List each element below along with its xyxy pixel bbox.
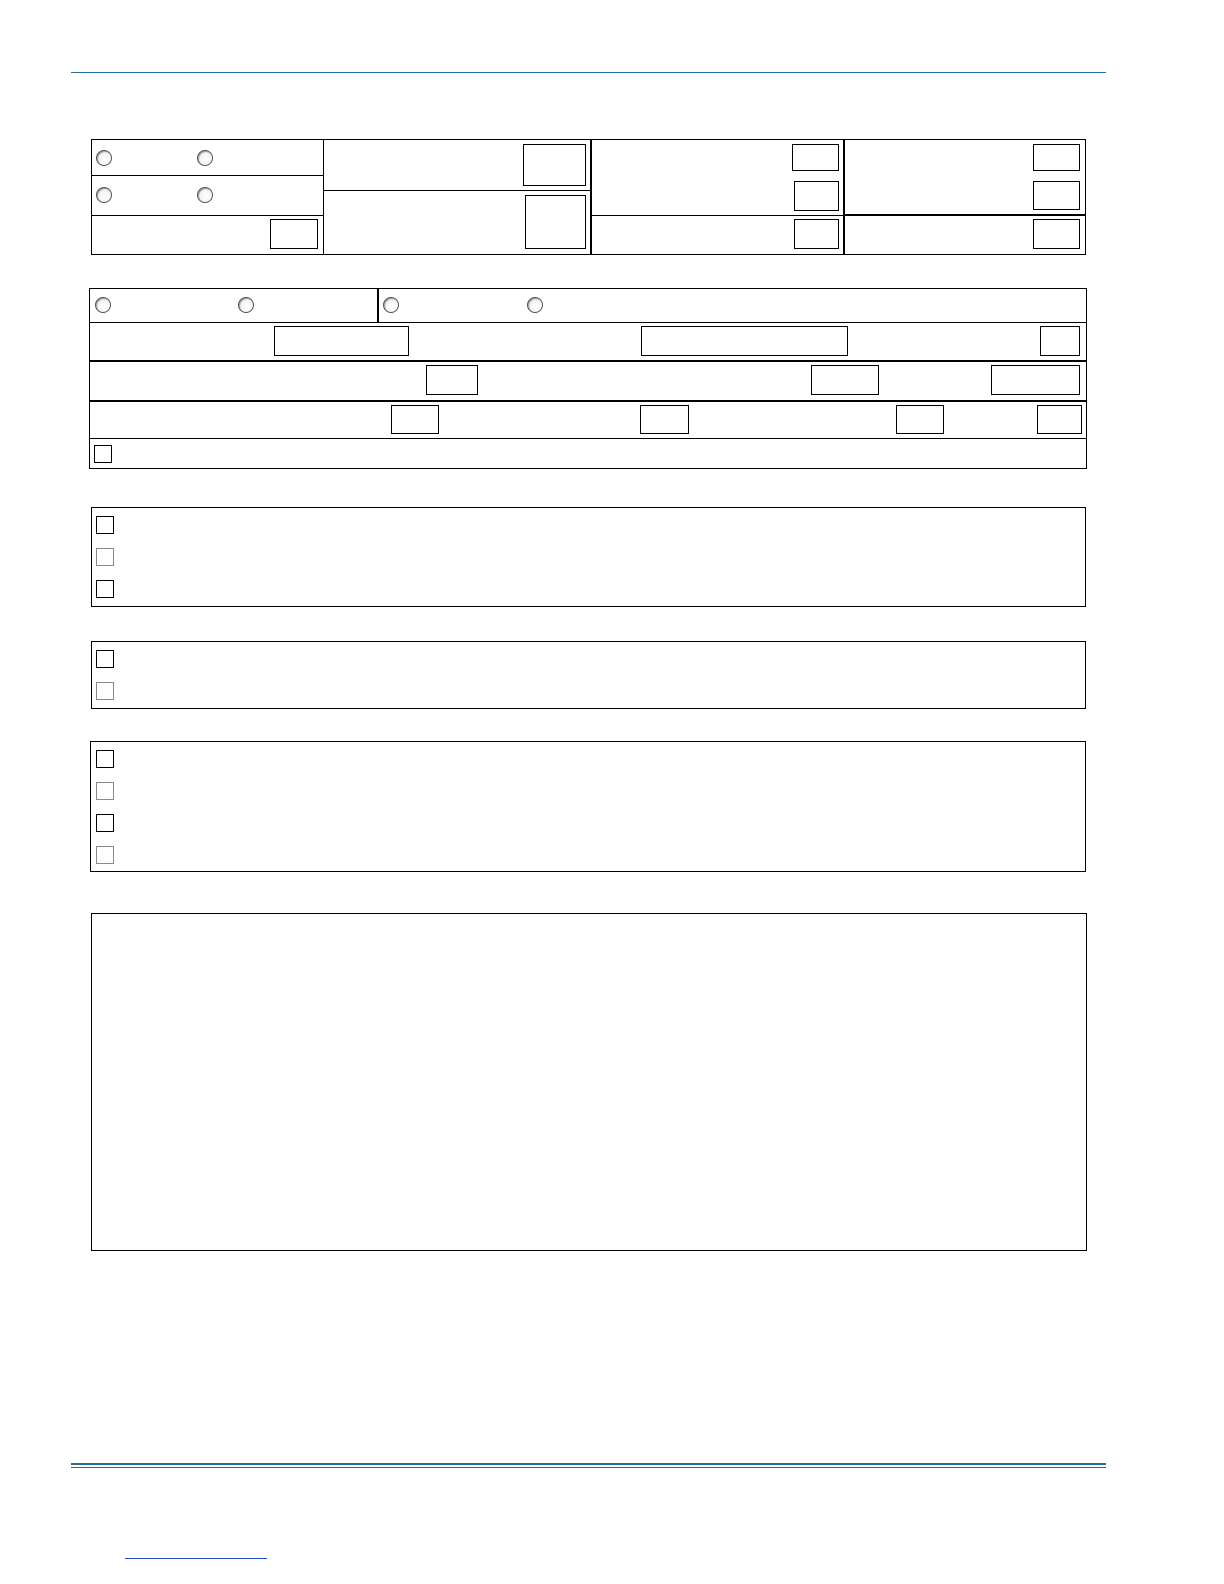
section-2-divider (89, 360, 1087, 362)
section-1-divider (323, 139, 324, 255)
checkbox[interactable] (96, 846, 114, 864)
section-3-frame (91, 507, 1086, 607)
section-2-divider (89, 400, 1087, 402)
checkbox[interactable] (96, 580, 114, 598)
input-field[interactable] (1037, 405, 1082, 434)
input-field[interactable] (811, 365, 879, 395)
input-field[interactable] (523, 144, 586, 186)
input-field[interactable] (794, 219, 839, 249)
section-1-divider (843, 214, 1086, 216)
radio-button[interactable] (197, 150, 213, 166)
input-field[interactable] (274, 326, 409, 356)
section-2-divider (89, 322, 1087, 323)
radio-button[interactable] (197, 187, 213, 203)
checkbox[interactable] (94, 445, 112, 463)
radio-button[interactable] (383, 297, 399, 313)
section-1-divider (323, 190, 590, 191)
section-2-frame (89, 288, 1087, 469)
checkbox[interactable] (96, 814, 114, 832)
input-field[interactable] (896, 405, 944, 434)
section-2-divider (377, 288, 379, 323)
section-1-divider (590, 139, 592, 255)
input-field[interactable] (426, 365, 478, 395)
footer-rule (71, 1463, 1106, 1465)
input-field[interactable] (1033, 144, 1080, 171)
notes-textarea[interactable] (91, 913, 1087, 1251)
input-field[interactable] (794, 181, 839, 211)
section-1-divider (590, 215, 843, 216)
input-field[interactable] (641, 326, 848, 356)
section-2-divider (89, 438, 1087, 439)
section-1-frame (91, 139, 1086, 255)
footer-link-underline[interactable] (125, 1558, 267, 1559)
input-field[interactable] (640, 405, 689, 434)
radio-button[interactable] (238, 297, 254, 313)
input-field[interactable] (270, 219, 318, 249)
checkbox[interactable] (96, 682, 114, 700)
header-rule (71, 72, 1106, 73)
section-1-divider (843, 139, 845, 255)
radio-button[interactable] (95, 297, 111, 313)
input-field[interactable] (1033, 181, 1080, 210)
checkbox[interactable] (96, 750, 114, 768)
radio-button[interactable] (96, 150, 112, 166)
input-field[interactable] (1040, 326, 1080, 356)
checkbox[interactable] (96, 516, 114, 534)
footer-rule (71, 1467, 1106, 1468)
checkbox[interactable] (96, 650, 114, 668)
section-1-divider (91, 215, 323, 216)
input-field[interactable] (525, 195, 586, 249)
input-field[interactable] (991, 365, 1080, 395)
checkbox[interactable] (96, 782, 114, 800)
section-1-divider (91, 175, 323, 176)
input-field[interactable] (792, 144, 839, 171)
input-field[interactable] (391, 405, 439, 434)
input-field[interactable] (1033, 219, 1080, 249)
section-5-frame (90, 741, 1086, 872)
section-4-frame (91, 641, 1086, 709)
checkbox[interactable] (96, 548, 114, 566)
radio-button[interactable] (527, 297, 543, 313)
radio-button[interactable] (96, 187, 112, 203)
